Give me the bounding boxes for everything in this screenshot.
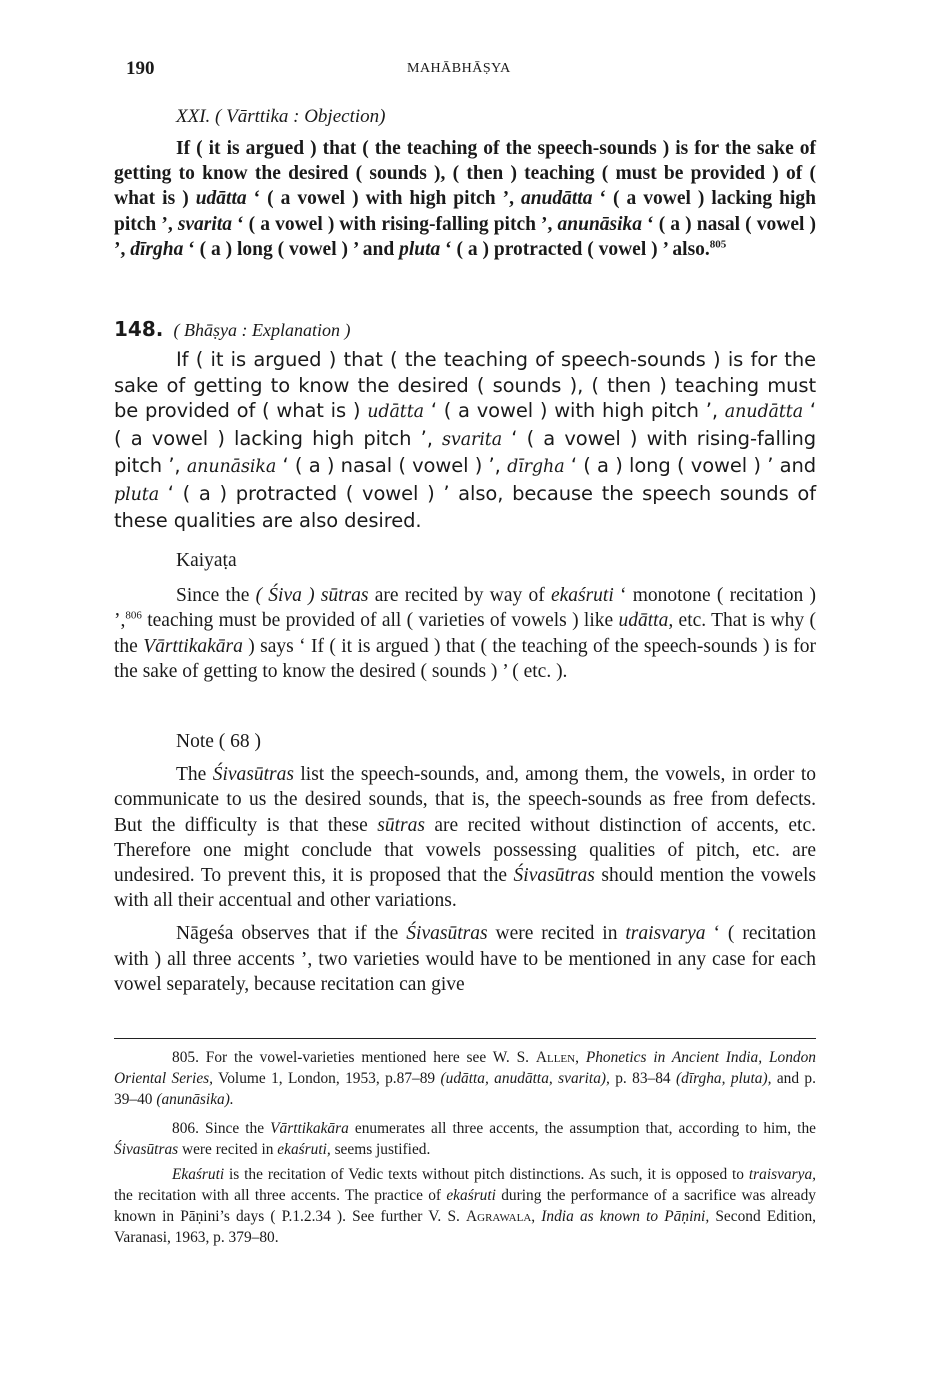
varttika-section [114,106,816,262]
footnote-806-continued: Ekaśruti is the recitation of Vedic texts without pitch distinctions. As such, it is opposed to traisvarya, the recitation with all three accents. The practice of ekaśruti during the performance of a sacrifice was already known in Pāṇini’s days ( P.1.2.34 ). See further V. S. Agrawala, India as known to Pāṇini, Second Edition, Varanasi, 1963, p. 379–80. [114,1166,816,1246]
bhashya-heading: 148. ( Bhāṣya : Explanation ) [114,317,351,341]
page-number: 190 [126,58,155,79]
section-number: 148. [114,317,164,341]
note-section [114,729,816,997]
varttika-heading: XXI. ( Vārttika : Objection) [176,106,386,127]
note-paragraph-2: Nāgeśa observes that if the Śivasūtras were recited in traisvarya ‘ ( recitation with ) all three accents ’, two varieties would have to be mentioned in any case for each vowel separately, because recitation can give [114,923,816,995]
kaiyata-text: Since the ( Śiva ) sūtras are recited by way of ekaśruti ‘ monotone ( recitation ) ’,$^{806}$ teaching must be provided of all ( varieties of vowels ) like udātta, etc. That is why ( the Vārttikakāra ) says ‘ If ( it is argued ) that ( the teaching of the speech-sounds ) is for the sake of getting to know the desired ( sounds ) ’ ( etc. ). [114,585,816,682]
note-heading: Note ( 68 ) [176,731,262,752]
note-paragraph-1: The Śivasūtras list the speech-sounds, and, among them, the vowels, in order to communicate to us the desired sounds, that is, the speech-sounds as free from defects. But the difficulty is that these sūtras are recited without distinction of accents, etc. Therefore one might conclude that vowels possessing qualities of pitch, etc. are undesired. To prevent this, it is proposed that the Śivasūtras should mention the vowels with all their accentual and other variations. [114,764,817,912]
kaiyata-section [114,548,816,684]
varttika-text: If ( it is argued ) that ( the teaching of the speech-sounds ) is for the sake of getting to know the desired ( sounds ), ( then ) teaching ( must be provided ) of ( what is ) udātta ‘ ( a vowel ) with high pitch ’, anudātta ‘ ( a vowel ) lacking high pitch ’, svarita ‘ ( a vowel ) with rising-falling pitch ’, anunāsika ‘ ( a ) nasal ( vowel ) ’, dīrgha ‘ ( a ) long ( vowel ) ’ and pluta ‘ ( a ) protracted ( vowel ) ’ also.$^{805}$ [114,138,816,260]
kaiyata-heading: Kaiyaṭa [176,550,237,571]
footnote-805: 805. For the vowel-varieties mentioned here see W. S. Allen, Phonetics in Ancient India, London Oriental Series, Volume 1, London, 1953, p.87–89 (udātta, anudātta, svarita), p. 83–84 (dīrgha, pluta), and p. 39–40 (anunāsika). [114,1049,816,1108]
bhashya-text: If ( it is argued ) that ( the teaching of speech-sounds ) is for the sake of getting to know the desired ( sounds ), ( then ) teaching must be provided of ( what is ) udātta ‘ ( a vowel ) with high pitch ’, anudātta ‘ ( a vowel ) lacking high pitch ’, svarita ‘ ( a vowel ) with rising-falling pitch ’, anunāsika ‘ ( a ) nasal ( vowel ) ’, dīrgha ‘ ( a ) long ( vowel ) ’ and pluta ‘ ( a ) protracted ( vowel ) ’ also, because the speech sounds of these qualities are also desired. [114,348,817,532]
footnote-rule [114,1038,816,1039]
footnote-806: 806. Since the Vārttikakāra enumerates all three accents, the assumption that, according to him, the Śivasūtras were recited in ekaśruti, seems justified. [114,1120,816,1158]
bhashya-section [114,317,816,534]
footnotes [114,1047,816,1248]
running-title: MAHĀBHĀṢYA [407,61,511,76]
